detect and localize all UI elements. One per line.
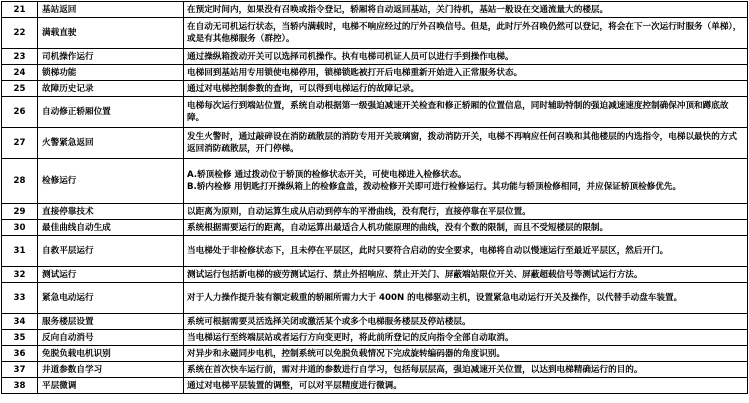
row-number: 37 (2, 362, 38, 378)
function-description (184, 97, 748, 128)
description-line: 系统可根据需要灵活选择关闭或激活某个或多个电梯服务楼层及停站楼层。 (187, 316, 471, 327)
function-description (184, 283, 748, 314)
description-line: B.轿内检修 用钥匙打开操纵箱上的检修盒盖，拨动检修开关即可进行检修运行。其功能与轿顶检修相同，并应保证轿顶检修优先。 (187, 182, 682, 192)
description-line: 以距离为原则，自动运算生成从启动到停车的平滑曲线，没有爬行，直接停靠在平层位置。 (187, 206, 531, 217)
function-description (184, 49, 748, 65)
table-row (2, 97, 748, 128)
function-description (184, 267, 748, 283)
description-line: 对异步和永磁同步电机，控制系统可以免脱负载情况下完成旋转编码器的角度识别。 (187, 348, 505, 359)
table-row (2, 220, 748, 236)
table-row (2, 159, 748, 204)
description-line: 通过操纵箱拨动开关可以选择司机操作。执有电梯司机证人员可以进行手到操作电梯。 (187, 51, 514, 62)
description-line: 系统根据需要运行的距离，自动运算出最适合人机功能原理的曲线，没有个数的限制，而且不受短楼层的限制。 (187, 222, 609, 233)
description-line: 发生火警时，通过敲碎设在消防疏散层的消防专用开关玻璃窗，拨动消防开关，电梯不再响应任何召唤和其他楼层的内选指令，电梯以最快的方式返回消防疏散层，开门停梯。 (187, 132, 738, 154)
description-line: 在自动无司机运行状态，当轿内满载时，电梯不响应经过的厅外召唤信号。但是，此时厅外召唤仍然可以登记，将会在下一次运行时服务（单梯），或是有其他梯服务（群控）。 (187, 22, 742, 44)
function-description (184, 220, 748, 236)
function-description (184, 2, 748, 18)
table-row (2, 330, 748, 346)
table-row (2, 81, 748, 97)
table-row (2, 2, 748, 18)
table-row (2, 65, 748, 81)
table-row (2, 314, 748, 330)
function-description (184, 378, 748, 394)
function-description (184, 362, 748, 378)
row-number: 22 (2, 18, 38, 49)
function-description (184, 314, 748, 330)
row-number: 30 (2, 220, 38, 236)
table-row (2, 18, 748, 49)
elevator-function-table (1, 1, 748, 394)
table-row (2, 49, 748, 65)
table-row (2, 267, 748, 283)
function-description (184, 81, 748, 97)
function-name: 满载直驶 (38, 18, 184, 49)
table-row (2, 378, 748, 394)
description-line: 当电梯运行至终端层站或者运行方向变更时，将此前所登记的反向指令全部自动取消。 (187, 332, 514, 343)
function-description (184, 128, 748, 159)
function-name: 检修运行 (38, 159, 184, 204)
row-number: 35 (2, 330, 38, 346)
function-name: 火警紧急返回 (38, 128, 184, 159)
function-name: 反向自动消号 (38, 330, 184, 346)
function-name: 平层微调 (38, 378, 184, 394)
function-name: 服务楼层设置 (38, 314, 184, 330)
row-number: 36 (2, 346, 38, 362)
row-number: 29 (2, 204, 38, 220)
row-number: 34 (2, 314, 38, 330)
function-name: 司机操作运行 (38, 49, 184, 65)
description-line: 系统在首次快车运行前，需对井道的参数进行自学习，包括每层层高，强迫减速开关位置，以达到电梯精确运行的目的。 (187, 364, 643, 375)
function-description (184, 236, 748, 267)
row-number: 31 (2, 236, 38, 267)
table-row (2, 283, 748, 314)
description-line: 对于人力操作提升装有额定载重的轿厢所需力大于 400N 的电梯驱动主机，设置紧急电动运行开关及操作，以代替手动盘车装置。 (187, 293, 683, 303)
table-row (2, 346, 748, 362)
function-description (184, 346, 748, 362)
function-description (184, 330, 748, 346)
row-number: 23 (2, 49, 38, 65)
description-line: 电梯每次运行到端站位置，系统自动根据第一级强迫减速开关检查和修正轿厢的位置信息，同时辅助特制的强迫减速速度控制确保冲顶和蹲底故障。 (187, 101, 729, 123)
description-line: 电梯回到基站用专用锁使电梯停用，锁梯锁匙被打开后电梯重新开始进入正常服务状态。 (187, 67, 523, 78)
description-line: 当电梯处于非检修状态下，且未停在平层区，此时只要符合启动的安全要求，电梯将自动以慢速运行至最近平层区，然后开门。 (187, 246, 669, 256)
function-name: 井道参数自学习 (38, 362, 184, 378)
function-name: 基站返回 (38, 2, 184, 18)
description-line: 通过对电梯控制参数的查询，可以得到电梯运行的故障记录。 (187, 83, 420, 94)
row-number: 33 (2, 283, 38, 314)
description-line: A.轿顶检修 通过拨动位于轿顶的检修状态开关，可使电梯进入检修状态。 (187, 170, 467, 180)
table-row (2, 204, 748, 220)
description-line: 在预定时间内，如果没有召唤或指令登记，轿厢将自动返回基站，关门待机，基站一般设在交通流量大的楼层。 (187, 4, 609, 15)
function-name: 紧急电动运行 (38, 283, 184, 314)
table-body (2, 2, 748, 394)
function-name: 直接停靠技术 (38, 204, 184, 220)
row-number: 26 (2, 97, 38, 128)
function-name: 最佳曲线自动生成 (38, 220, 184, 236)
function-description (184, 18, 748, 49)
row-number: 25 (2, 81, 38, 97)
table-row (2, 362, 748, 378)
description-line: 通过对电梯平层装置的调整，可以对平层精度进行微调。 (187, 380, 402, 391)
row-number: 27 (2, 128, 38, 159)
row-number: 24 (2, 65, 38, 81)
function-description (184, 65, 748, 81)
function-name: 测试运行 (38, 267, 184, 283)
function-name: 自动修正轿厢位置 (38, 97, 184, 128)
function-description (184, 204, 748, 220)
row-number: 38 (2, 378, 38, 394)
function-name: 故障历史记录 (38, 81, 184, 97)
function-name: 锁梯功能 (38, 65, 184, 81)
function-name: 免脱负载电机识别 (38, 346, 184, 362)
row-number: 28 (2, 159, 38, 204)
row-number: 21 (2, 2, 38, 18)
description-line: 测试运行包括新电梯的疲劳测试运行、禁止外招响应、禁止开关门、屏蔽端站限位开关、屏蔽超载信号等测试运行方法。 (187, 269, 643, 280)
table-row (2, 128, 748, 159)
function-description (184, 159, 748, 204)
row-number: 32 (2, 267, 38, 283)
function-name: 自救平层运行 (38, 236, 184, 267)
table-row (2, 236, 748, 267)
